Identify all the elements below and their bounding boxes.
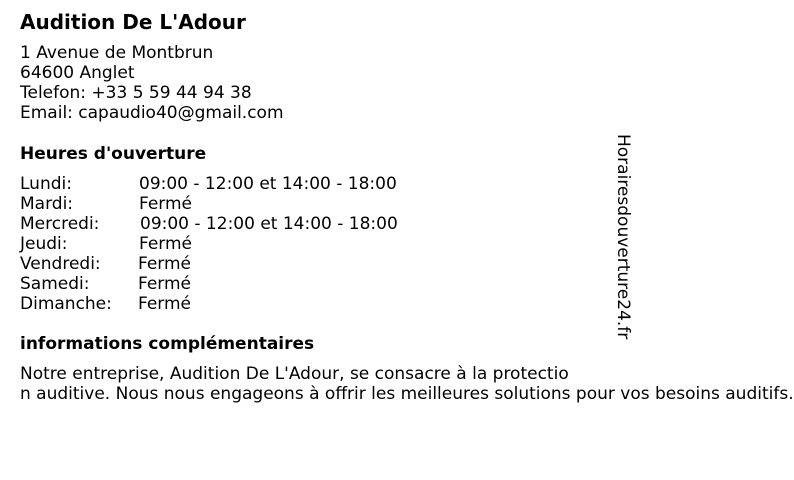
- hours-day: Mardi:: [20, 194, 74, 214]
- address-line-2: 64600 Anglet: [20, 63, 135, 83]
- hours-day: Lundi:: [20, 174, 72, 194]
- business-description: [20, 364, 794, 404]
- description-line-2: n auditive. Nous nous engageons à offrir les meilleures solutions pour vos besoins auditifs.: [20, 384, 794, 404]
- hours-time: Fermé: [138, 274, 192, 294]
- hours-time: Fermé: [139, 194, 193, 214]
- address-line-1: 1 Avenue de Montbrun: [20, 43, 214, 63]
- hours-time: 09:00 - 12:00 et 14:00 - 18:00: [139, 174, 397, 194]
- hours-time: Fermé: [138, 294, 192, 314]
- phone-number: Telefon: +33 5 59 44 94 38: [20, 83, 252, 103]
- site-watermark: [612, 134, 634, 346]
- additional-info-heading: informations complémentaires: [20, 334, 315, 354]
- hours-day: Jeudi:: [20, 234, 68, 254]
- hours-day: Vendredi:: [20, 254, 101, 274]
- opening-hours-heading: Heures d'ouverture: [20, 144, 207, 164]
- hours-day: Mercredi:: [20, 214, 100, 234]
- hours-time: Fermé: [138, 254, 192, 274]
- hours-time: 09:00 - 12:00 et 14:00 - 18:00: [140, 214, 398, 234]
- watermark-text: Horairesdouverture24.fr: [613, 134, 633, 340]
- hours-time: Fermé: [139, 234, 193, 254]
- business-name: Audition De L'Adour: [20, 10, 246, 34]
- contact-block: [20, 43, 284, 123]
- hours-day: Samedi:: [20, 274, 90, 294]
- hours-day: Dimanche:: [20, 294, 112, 314]
- description-line-1: Notre entreprise, Audition De L'Adour, se consacre à la protectio: [20, 364, 569, 384]
- email-address: Email: capaudio40@gmail.com: [20, 103, 284, 123]
